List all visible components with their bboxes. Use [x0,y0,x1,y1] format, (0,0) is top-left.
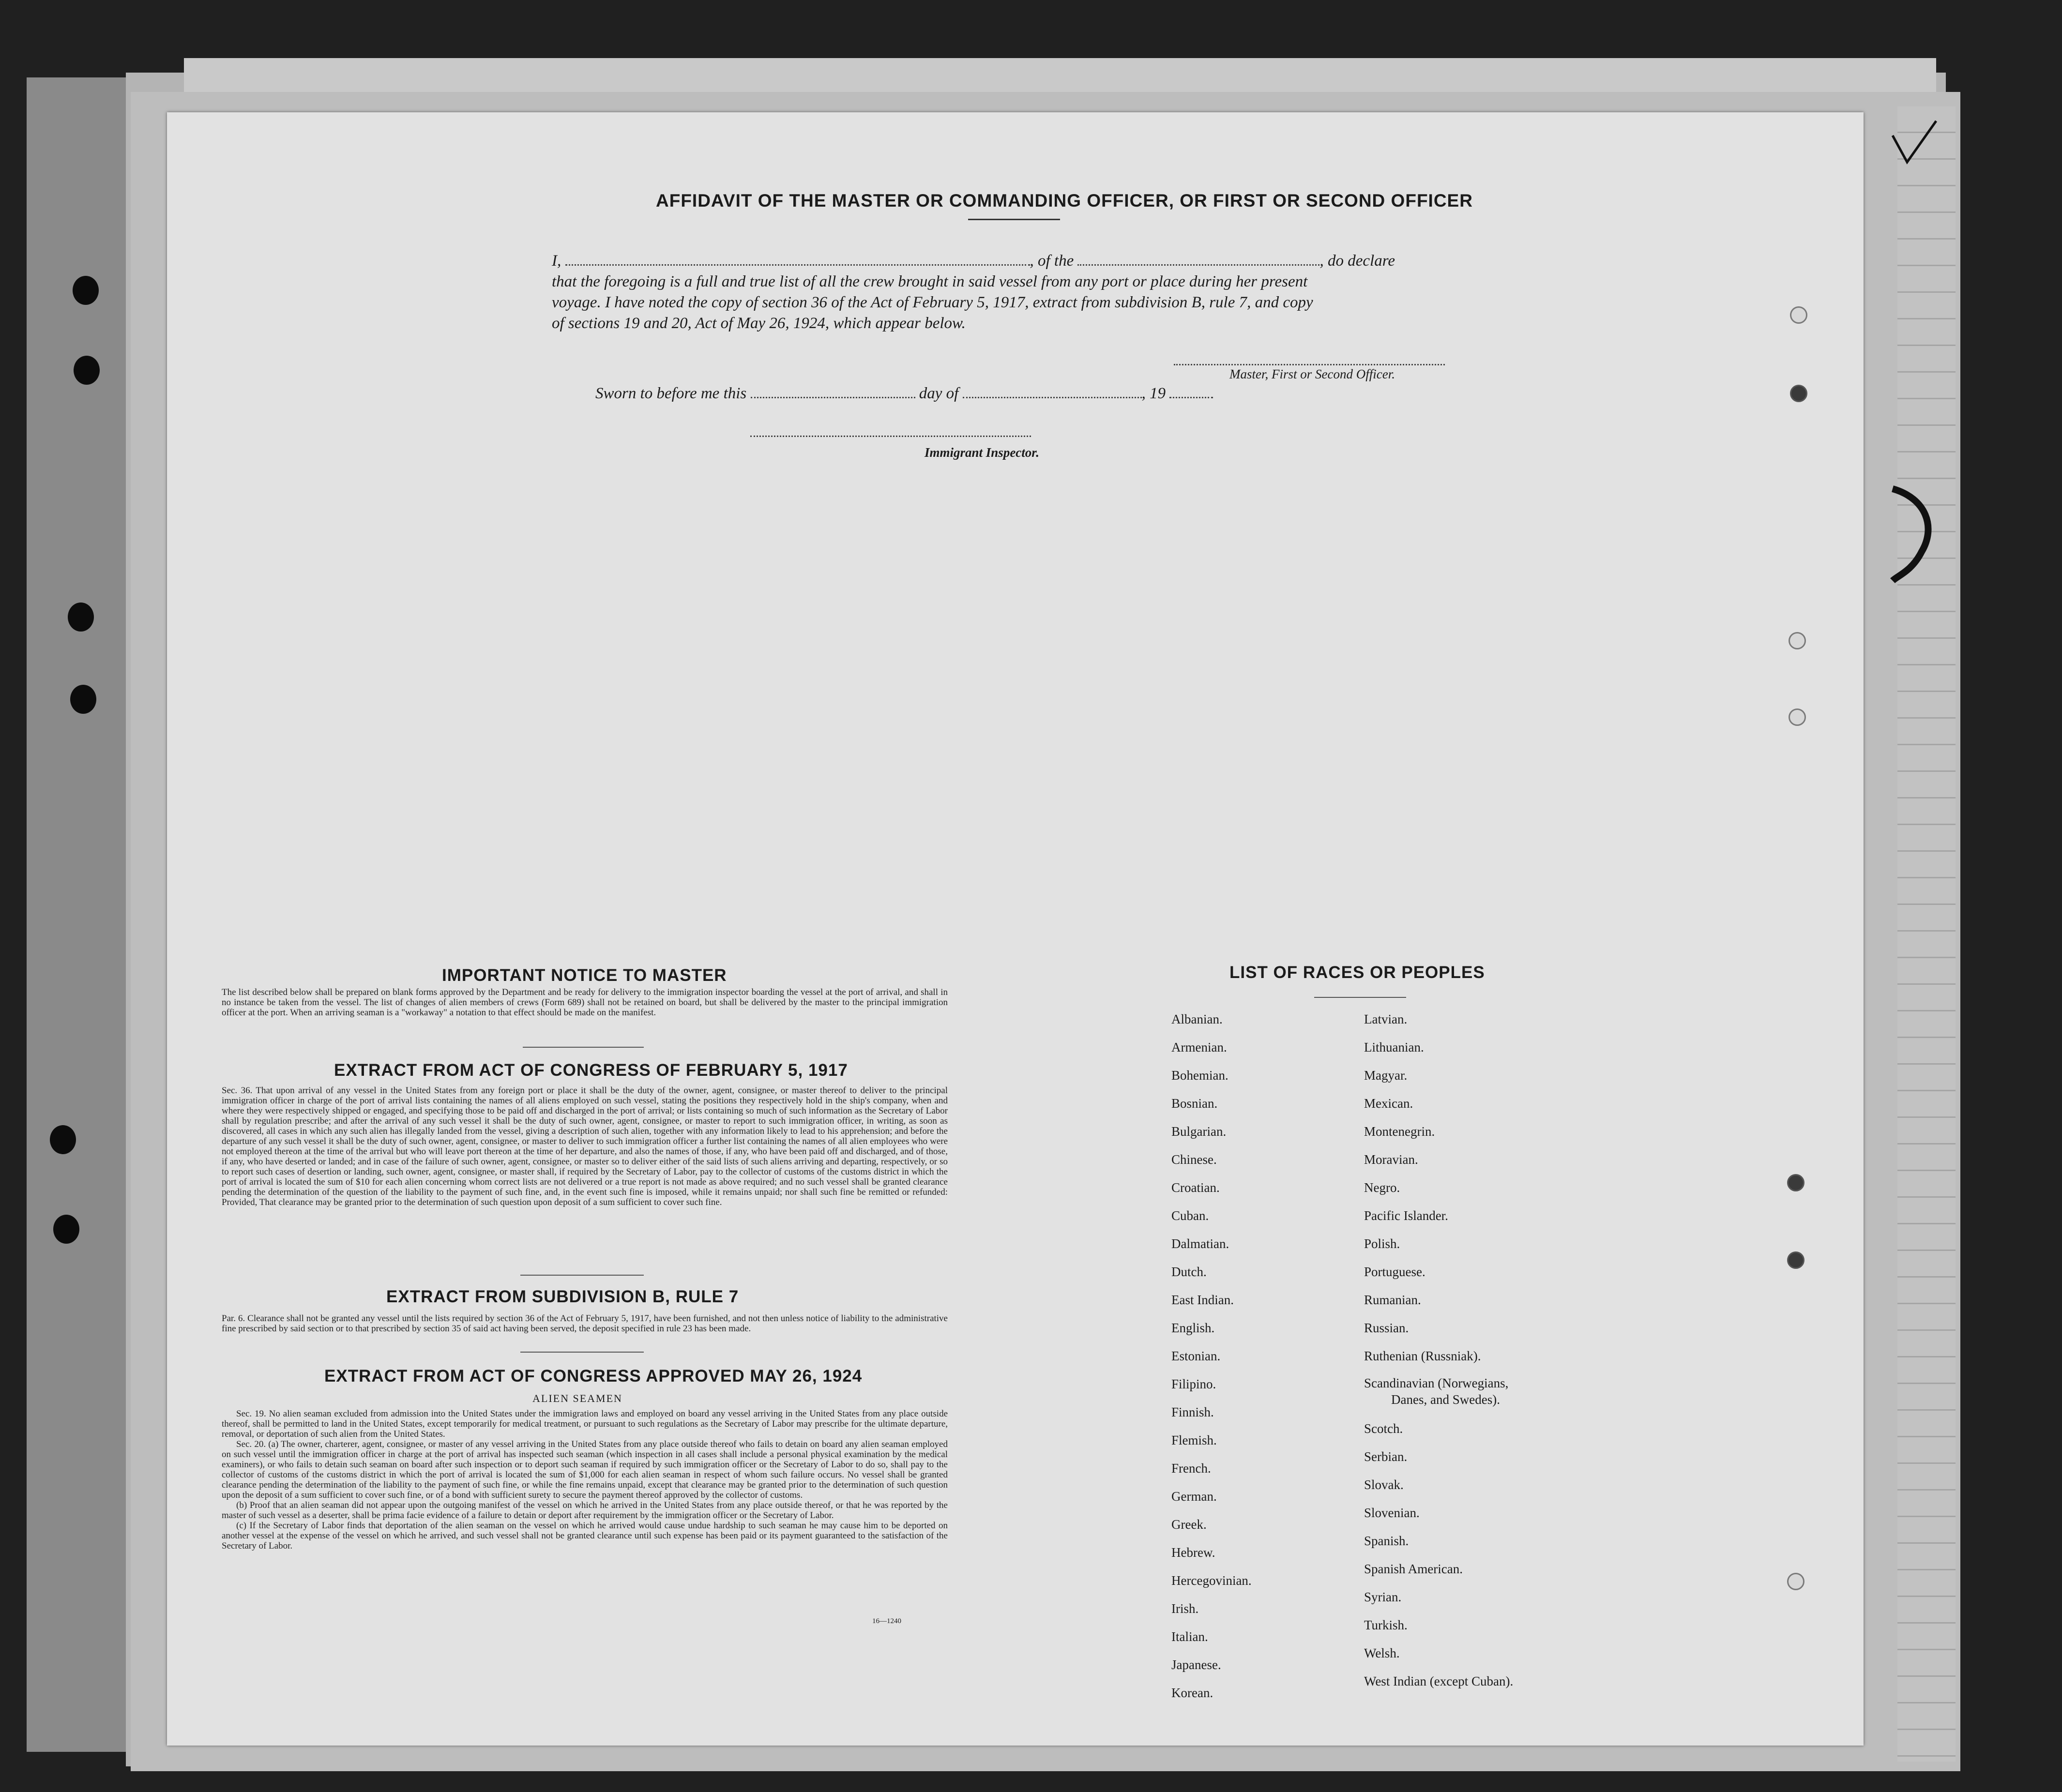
title-divider [1314,997,1406,998]
race-item: Dalmatian. [1171,1236,1229,1251]
sworn-text: , 19 [1141,385,1166,402]
race-item: Filipino. [1171,1377,1216,1391]
race-item: Croatian. [1171,1180,1220,1195]
day-blank-field[interactable] [751,397,915,398]
race-item: Italian. [1171,1629,1208,1644]
punch-ring [1787,1251,1804,1269]
alien-seamen-subtitle: ALIEN SEAMEN [532,1392,622,1404]
race-item: German. [1171,1489,1217,1504]
binder-hole [73,276,99,305]
section-20c-text: (c) If the Secretary of Labor finds that deportation of the alien seaman on the vessel on which he arrived would cause undue hardship to such seaman he may cause him to be deported on another vessel at the expense of the vessel on which he arrived, and such vessel shall not be granted clearance until such expense has been paid or its payment guaranteed to the satisfaction of the Secretary of Labor. [222,1521,948,1551]
punch-ring [1789,708,1806,726]
master-signature-line[interactable] [1174,364,1445,365]
affidavit-text: that the foregoing is a full and true list of all the crew brought in said vessel from any port or place during her present [552,273,1308,290]
affidavit-text: I, [552,252,561,270]
affidavit-text: , of the [1030,252,1074,270]
section-19-text: Sec. 19. No alien seaman excluded from admission into the United States under the immigration laws and employed on board any vessel arriving in the United States from any place outside thereof, shall be permitted to land in the United States, except temporarily for medical treatment, or pursuant to such regulations as the Secretary of Labor may prescribe for the ultimate departure, removal, or deportation of such alien from the United States. [222,1409,948,1439]
extract-1924-body [222,1409,948,1551]
extract-rule7-title: EXTRACT FROM SUBDIVISION B, RULE 7 [386,1287,739,1306]
section-20b-text: (b) Proof that an alien seaman did not appear upon the outgoing manifest of the vessel on which he arrived in the United States from any place outside thereof, or that he was reported by the master of such vessel as a deserter, shall be prima facie evidence of a failure to detain or deport after requirement by the immigration officer or the Secretary of Labor. [222,1500,948,1521]
race-item: Estonian. [1171,1349,1221,1363]
race-item: Scandinavian (Norwegians, [1364,1376,1509,1390]
race-item: Japanese. [1171,1657,1221,1672]
race-item: Greek. [1171,1517,1207,1532]
title-divider [968,219,1060,220]
race-item: Spanish American. [1364,1562,1463,1576]
race-item: Danes, and Swedes). [1391,1392,1500,1407]
race-item: Dutch. [1171,1265,1207,1279]
race-item: Spanish. [1364,1534,1409,1548]
race-item: Chinese. [1171,1152,1217,1167]
races-left-column [1171,1005,1252,1707]
punch-ring [1789,632,1806,649]
section-divider [523,1047,644,1048]
race-item: Korean. [1171,1686,1213,1700]
race-item: Serbian. [1364,1449,1408,1464]
punch-ring [1790,385,1807,402]
race-item: Bohemian. [1171,1068,1228,1083]
inspector-signature-line[interactable] [750,436,1031,437]
race-item: Bulgarian. [1171,1124,1227,1139]
punch-ring [1790,306,1807,324]
extract-1924-title: EXTRACT FROM ACT OF CONGRESS APPROVED MAY 26, 1924 [324,1367,863,1385]
section-divider [520,1352,644,1353]
extract-rule7-body: Par. 6. Clearance shall not be granted any vessel until the lists required by section 36 of the Act of February 5, 1917, have been furnished, and not then unless notice of liability to the administrative fine prescribed by said section or to that prescribed by section 35 of said act having been served, the deposit specified in rule 23 has been made. [222,1313,948,1334]
affidavit-text: , do declare [1319,252,1395,270]
extract-1917-title: EXTRACT FROM ACT OF CONGRESS OF FEBRUARY 5, 1917 [334,1061,848,1080]
race-item: Hercegovinian. [1171,1573,1252,1588]
race-item: Russian. [1364,1321,1409,1335]
check-mark-icon [1888,116,1946,174]
inspector-label: Immigrant Inspector. [925,445,1040,460]
section-20a-text: Sec. 20. (a) The owner, charterer, agent, consignee, or master of any vessel arriving in the United States from any place outside thereof who fails to detain on board any alien seaman employed on such vessel until the immigration officer in charge at the port of arrival has inspected such seaman (which inspection in all cases shall include a personal physical examination by the medical examiners), or who fails to detain such seaman on board after such inspection or to deport such seaman if required by such immigration officer or the Secretary of Labor to do so, shall pay to the collector of customs of the customs district in which the port of arrival is located the sum of $1,000 for each alien seaman in respect of whom such failure occurs. No vessel shall be granted clearance pending the determination of the liability to the payment of such fine, or while the fine remains unpaid, except that clearance may be granted prior to the determination of such question upon the deposit of a sum sufficient to cover such fine, or of a bond with sufficient surety to secure the payment thereof approved by the collector of customs. [222,1439,948,1500]
year-blank-field[interactable] [1169,397,1213,398]
form-code: 16—1240 [872,1617,901,1625]
race-item: West Indian (except Cuban). [1364,1674,1514,1688]
race-item: Portuguese. [1364,1265,1425,1279]
notice-body: The list described below shall be prepared on blank forms approved by the Department and be ready for delivery to the immigration inspector boarding the vessel at the port of arrival, and shall in no instance be taken from the vessel. The list of changes of alien members of crews (Form 689) shall not be retained on board, but shall be delivered by the master to the principal immigration officer at the port. When an arriving seaman is a "workaway" a notation to that effect should be made on the manifest. [222,987,948,1018]
race-item: East Indian. [1171,1293,1234,1307]
punch-ring [1787,1174,1804,1191]
affidavit-text: of sections 19 and 20, Act of May 26, 1924, which appear below. [552,315,966,332]
affidavit-title: AFFIDAVIT OF THE MASTER OR COMMANDING OFFICER, OR FIRST OR SECOND OFFICER [656,191,1473,211]
affidavit-body [552,251,1476,334]
race-item: Scotch. [1364,1421,1403,1436]
vessel-blank-field[interactable] [1077,264,1319,266]
race-item: Moravian. [1364,1152,1418,1167]
extract-1917-body: Sec. 36. That upon arrival of any vessel in the United States from any foreign port or place it shall be the duty of the owner, agent, consignee, or master thereof to deliver to the principal immigration officer in charge of the port of arrival lists containing the names of all aliens employed on such vessel, stating the positions they respectively hold in the ship's company, when and where they were respectively shipped or engaged, and specifying those to be paid off and discharged in the port of arrival; or lists containing so much of such information as the Secretary of Labor shall by regulation prescribe; and after the arrival of any such vessel it shall be the duty of such owner, agent, consignee, or master to report to such immigration officer, in writing, as soon as discovered, all cases in which any such alien has illegally landed from the vessel, giving a description of such alien, together with any information likely to lead to his apprehension; and before the departure of any such vessel it shall be the duty of such owner, agent, consignee, or master to deliver to such immigration officer a further list containing the names of all alien employees who were not employed thereon at the time of the arrival but who will leave port thereon at the time of her departure, and also the names of those, if any, who have been paid off and discharged, and of those, if any, who have deserted or landed; and in case of the failure of such owner, agent, consignee, or master so to deliver either of the said lists of such aliens arriving and departing, respectively, or so to report such cases of desertion or landing, such owner, agent, consignee, or master shall, if required by the Secretary of Labor, pay to the collector of customs of the customs district in which the port of arrival is located the sum of $10 for each alien concerning whom correct lists are not delivered or a true report is not made as above required; and no such vessel shall be granted clearance pending the determination of the question of the liability to the payment of such fine, and, in the event such fine is imposed, while it remains unpaid; nor shall such fine be remitted or refunded: Provided, That clearance may be granted prior to the determination of such question upon deposit of a sum sufficient to cover such fine. [222,1085,948,1207]
sworn-text: Sworn to before me this [595,385,747,402]
race-item: Hebrew. [1171,1545,1215,1560]
binder-hole [50,1125,76,1154]
race-item: French. [1171,1461,1211,1476]
races-title: LIST OF RACES OR PEOPLES [1229,963,1485,982]
race-item: Montenegrin. [1364,1124,1435,1139]
background-ledger-edge [1897,106,1956,1762]
races-right-column [1364,1005,1513,1695]
race-item: Bosnian. [1171,1096,1218,1111]
sworn-text: day of [919,385,959,402]
race-item: Armenian. [1171,1040,1227,1054]
race-item: English. [1171,1321,1215,1335]
race-item: Turkish. [1364,1618,1408,1632]
binder-hole [74,356,100,385]
race-item: Magyar. [1364,1068,1408,1083]
race-item: Negro. [1364,1180,1400,1195]
affidavit-text: voyage. I have noted the copy of section 36 of the Act of February 5, 1917, extract from subdivision B, rule 7, and copy [552,294,1313,311]
race-item: Welsh. [1364,1646,1400,1660]
race-item: Slovenian. [1364,1506,1420,1520]
sworn-statement [595,385,1213,403]
section-divider [520,1275,644,1276]
notice-title: IMPORTANT NOTICE TO MASTER [442,966,727,985]
race-item: Cuban. [1171,1208,1209,1223]
binder-hole [53,1215,79,1244]
race-item: Albanian. [1171,1012,1223,1026]
background-sheet-left [27,77,128,1752]
race-item: Pacific Islander. [1364,1208,1448,1223]
race-item: Mexican. [1364,1096,1413,1111]
race-item: Polish. [1364,1236,1400,1251]
race-item: Irish. [1171,1601,1199,1616]
race-item: Syrian. [1364,1590,1402,1604]
pen-stroke-icon [1883,479,1951,590]
race-item: Latvian. [1364,1012,1408,1026]
binder-hole [70,685,96,714]
race-item: Flemish. [1171,1433,1217,1447]
race-item: Rumanian. [1364,1293,1421,1307]
race-item: Finnish. [1171,1405,1214,1419]
race-item: Ruthenian (Russniak). [1364,1349,1481,1363]
signature-label: Master, First or Second Officer. [1229,367,1395,381]
punch-ring [1787,1573,1804,1590]
month-blank-field[interactable] [963,397,1142,398]
binder-hole [68,602,94,632]
name-blank-field[interactable] [565,264,1030,266]
race-item: Slovak. [1364,1477,1404,1492]
race-item: Lithuanian. [1364,1040,1424,1054]
